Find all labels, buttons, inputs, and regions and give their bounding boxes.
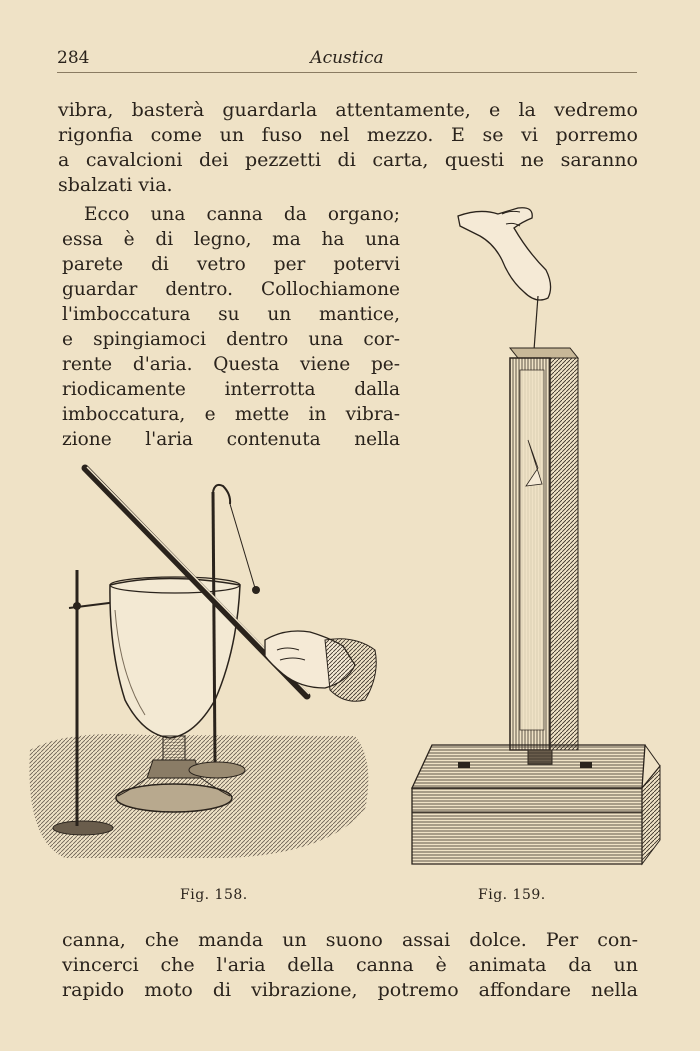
top-paragraph	[58, 98, 638, 198]
text-line: vibra, basterà guardarla attentamente, e la vedremo	[58, 99, 638, 121]
text-line: parete di vetro per potervi	[62, 254, 400, 275]
text-line: zione l'aria contenuta nella	[62, 429, 400, 450]
text-line: canna, che manda un suono assai dolce. Per con-	[62, 929, 638, 951]
figure-158-caption: Fig. 158.	[180, 887, 248, 903]
text-line: rente d'aria. Questa viene pe-	[62, 354, 400, 375]
page-header	[57, 44, 637, 73]
text-line: l'imboccatura su un mantice,	[62, 304, 400, 325]
text-line: sbalzati via.	[58, 174, 173, 196]
text-line: essa è di legno, ma ha una	[62, 229, 400, 250]
text-line: riodicamente interrotta dalla	[62, 379, 400, 400]
page-number: 284	[57, 48, 90, 68]
figure-159-illustration	[410, 200, 665, 868]
text-line: a cavalcioni dei pezzetti di carta, questi ne saranno	[58, 149, 638, 171]
text-line: guardar dentro. Collochiamone	[62, 279, 400, 300]
text-line: rigonfia come un fuso nel mezzo. E se vi porremo	[58, 124, 638, 146]
text-line: rapido moto di vibrazione, potremo affondare nella	[62, 979, 638, 1001]
text-line: Ecco una canna da organo;	[84, 204, 400, 225]
bottom-paragraph	[62, 928, 638, 1003]
text-line: e spingiamoci dentro una cor-	[62, 329, 400, 350]
text-line: imboccatura, e mette in vibra-	[62, 404, 400, 425]
column-paragraph	[62, 202, 400, 452]
figure-159-caption: Fig. 159.	[478, 887, 546, 903]
figure-158-illustration	[25, 460, 385, 880]
running-title: Acustica	[310, 48, 384, 68]
text-line: vincerci che l'aria della canna è animata da un	[62, 954, 638, 976]
